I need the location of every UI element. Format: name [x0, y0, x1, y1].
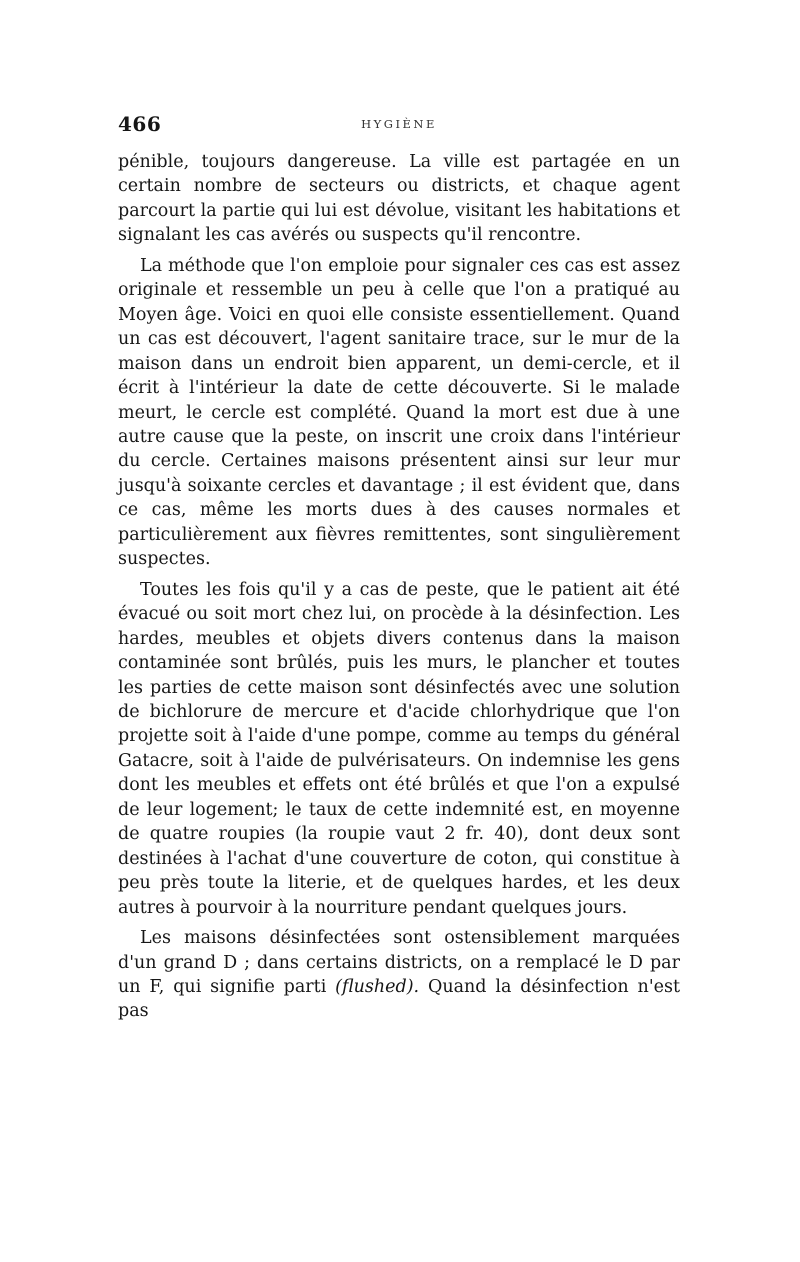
page-number: 466 [118, 112, 162, 136]
paragraph-4-italic-term: (flushed). [335, 976, 420, 997]
paragraph-1: pénible, toujours dangereuse. La ville est partagée en un certain nombre de secteurs ou districts, et chaque agent parcourt la partie qui lui est dévolue, visitant les habitations et signalant les cas avérés ou suspects qu'il rencontre. [118, 152, 680, 246]
body-text [118, 150, 680, 1024]
running-title: HYGIÈNE [361, 117, 437, 131]
paragraph-2: La méthode que l'on emploie pour signaler ces cas est assez originale et ressemble un peu à celle que l'on a pratiqué au Moyen âge. Voici en quoi elle consiste essentiellement. Quand un cas est découvert, l'agent sanitaire trace, sur le mur de la maison dans un endroit bien apparent, un demi-cercle, et il écrit à l'intérieur la date de cette découverte. Si le malade meurt, le cercle est complété. Quand la mort est due à une autre cause que la peste, on inscrit une croix dans l'intérieur du cercle. Certaines maisons présentent ainsi sur leur mur jusqu'à soixante cercles et davantage ; il est évident que, dans ce cas, même les morts dues à des causes normales et particulièrement aux fièvres remittentes, sont singulièrement suspectes. [118, 255, 680, 570]
paragraph-4-text-after: Quand la désinfection n'est pas [118, 976, 680, 1022]
book-page [118, 112, 680, 1024]
running-head [118, 112, 680, 142]
paragraph-4 [118, 926, 680, 1024]
paragraph-4-text-before: Les maisons désinfectées sont ostensiblement marquées d'un grand D ; dans certains districts, on a remplacé le D par un F, qui signifie parti [118, 928, 680, 997]
paragraph-3: Toutes les fois qu'il y a cas de peste, que le patient ait été évacué ou soit mort chez lui, on procède à la désinfection. Les hardes, meubles et objets divers contenus dans la maison contaminée sont brûlés, puis les murs, le plancher et toutes les parties de cette maison sont désinfectés avec une solution de bichlorure de mercure et d'acide chlorhydrique que l'on projette soit à l'aide d'une pompe, comme au temps du général Gatacre, soit à l'aide de pulvérisateurs. On indemnise les gens dont les meubles et effets ont été brûlés et que l'on a expulsé de leur logement; le taux de cette indemnité est, en moyenne de quatre roupies (la roupie vaut 2 fr. 40), dont deux sont destinées à l'achat d'une couverture de coton, qui constitue à peu près toute la literie, et de quelques hardes, et les deux autres à pourvoir à la nourriture pendant quelques jours. [118, 579, 680, 918]
